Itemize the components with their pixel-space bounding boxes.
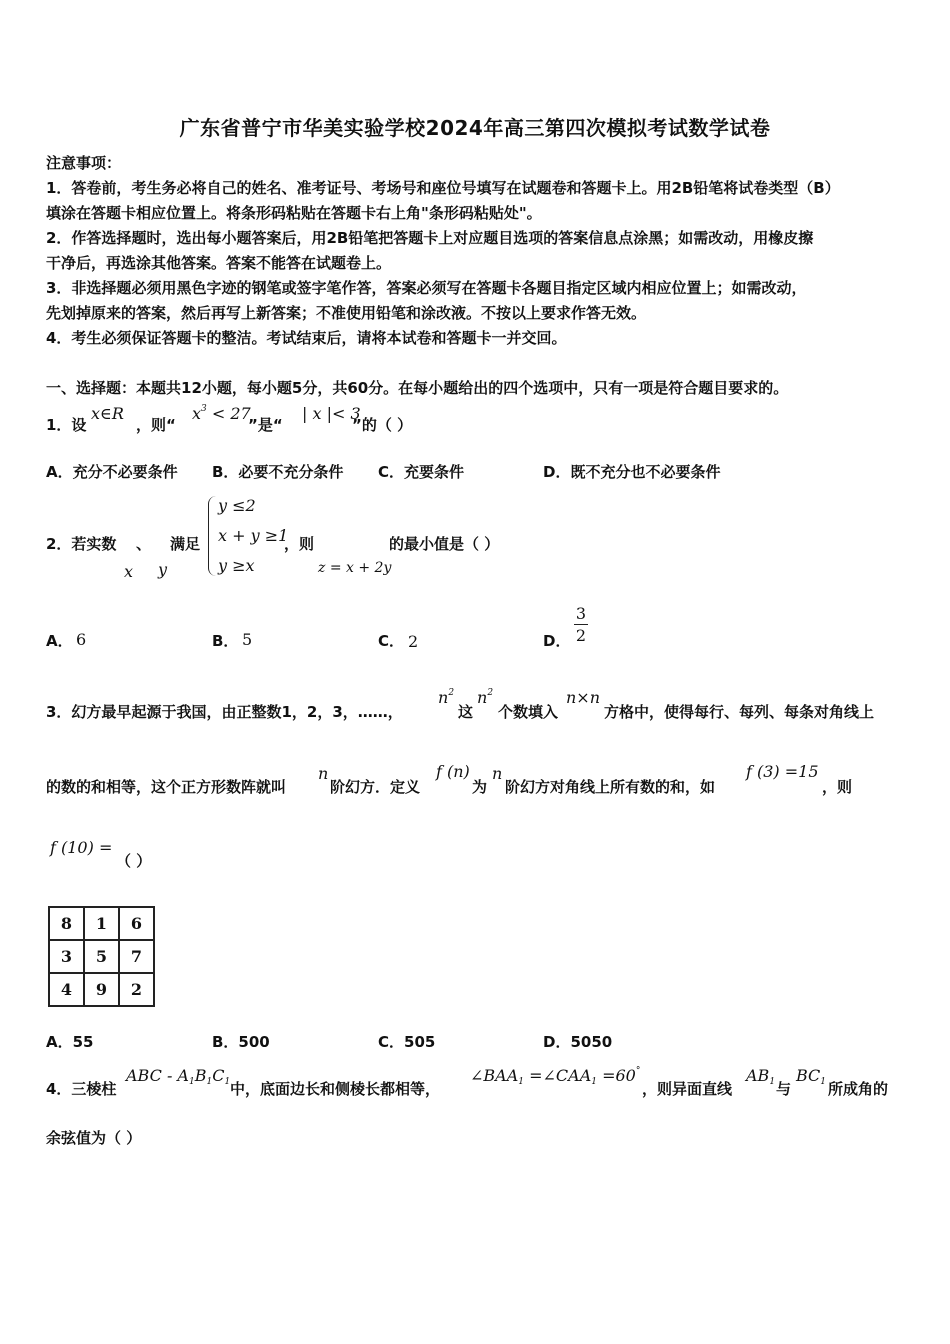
q3-option-a: A．55 — [46, 1033, 94, 1051]
q2-constraint-2: x + y ≥1 — [218, 526, 289, 545]
q4-text-3: 与 — [776, 1080, 792, 1098]
q2-constraint-1: y ≤2 — [218, 496, 256, 515]
q1-text-3: ”的（ ） — [352, 416, 413, 434]
magic-square-cell: 4 — [49, 973, 84, 1006]
magic-square-cell: 6 — [119, 907, 154, 940]
q2-option-b-label: B． — [212, 632, 239, 650]
q4-text-2: ，则异面直线 — [642, 1080, 733, 1098]
q4-line-2: 余弦值为（ ） — [46, 1129, 142, 1147]
q3-line-2-a: 的数的和相等，这个正方形数阵就叫 — [46, 778, 287, 796]
q2-option-c-label: C． — [378, 632, 405, 650]
magic-square-cell: 5 — [84, 940, 119, 973]
magic-square-cell: 3 — [49, 940, 84, 973]
notice-line-7: 4．考生必须保证答题卡的整洁。考试结束后，请将本试卷和答题卡一并交回。 — [46, 329, 567, 347]
q3-option-d: D．5050 — [543, 1033, 613, 1051]
q1-math-cube: $x^3 < 27$ — [192, 404, 251, 423]
q2-objective: z = x + 2y — [318, 560, 392, 576]
q3-line-2-e: ，则 — [822, 778, 853, 796]
q4-prism: ABC - A1B1C1 — [126, 1066, 231, 1087]
q1-option-b: B．必要不充分条件 — [212, 463, 344, 481]
exam-title: 广东省普宁市华美实验学校2024年高三第四次模拟考试数学试卷 — [179, 116, 771, 140]
q2-text-2: ，则 — [284, 535, 315, 553]
q1-text-1: ，则“ — [136, 416, 176, 434]
q3-n-order: n — [492, 764, 503, 783]
q3-f-of-n: f (n) — [436, 762, 470, 781]
q1-option-a: A．充分不必要条件 — [46, 463, 178, 481]
q1-prefix: 1．设 — [46, 416, 87, 434]
q1-option-d: D．既不充分也不必要条件 — [543, 463, 721, 481]
q1-math-x-in-r: x∈R — [91, 404, 124, 423]
q3-line-1-suffix: 方格中，使得每行、每列、每条对角线上 — [604, 703, 875, 721]
q3-line-2-d: 阶幻方对角线上所有数的和，如 — [505, 778, 716, 796]
q2-var-x: x — [124, 562, 134, 581]
notice-line-4: 干净后，再选涂其他答案。答案不能答在试题卷上。 — [46, 254, 392, 272]
notice-line-1: 1．答卷前，考生务必将自己的姓名、准考证号、考场号和座位号填写在试题卷和答题卡上。用2B铅笔将试卷类型（B） — [46, 179, 840, 197]
q3-line-1-prefix: 3．幻方最早起源于我国，由正整数1，2，3，……， — [46, 703, 403, 721]
q2-separator: 、 — [136, 535, 152, 553]
notice-line-3: 2．作答选择题时，选出每小题答案后，用2B铅笔把答题卡上对应题目选项的答案信息点涂黑；如需改动，用橡皮擦 — [46, 229, 814, 247]
q3-n-by-n: n×n — [566, 688, 601, 707]
magic-square-cell: 8 — [49, 907, 84, 940]
q2-constraint-3: y ≥x — [218, 556, 255, 575]
q3-n: n — [318, 764, 329, 783]
q1-math-abs: | x |< 3 — [302, 404, 361, 423]
q2-option-b-value: 5 — [242, 630, 253, 649]
q2-var-y: y — [158, 560, 168, 579]
q3-n-squared-1: $n^2$ — [438, 688, 455, 707]
q4-prefix: 4．三棱柱 — [46, 1080, 117, 1098]
q2-option-a-value: 6 — [76, 630, 87, 649]
q3-text-this: 这 — [458, 703, 474, 721]
q4-angle-condition: ∠BAA1 =∠CAA1 =60° — [470, 1066, 641, 1087]
q2-constraint-brace — [208, 496, 217, 576]
q3-f10: f (10) = — [50, 838, 113, 857]
q4-line-ab1: AB1 — [746, 1066, 776, 1087]
magic-square-cell: 1 — [84, 907, 119, 940]
magic-square-cell: 9 — [84, 973, 119, 1006]
notice-heading: 注意事项： — [46, 154, 122, 172]
q2-option-d-fraction: 3 2 — [575, 604, 587, 645]
section-heading: 一、选择题：本题共12小题，每小题5分，共60分。在每小题给出的四个选项中，只有一项是符合题目要求的。 — [46, 379, 789, 397]
magic-square-cell: 7 — [119, 940, 154, 973]
q3-paren: （ ） — [116, 852, 152, 870]
q3-option-b: B．500 — [212, 1033, 270, 1051]
q2-prefix: 2．若实数 — [46, 535, 117, 553]
q3-line-2-c: 为 — [472, 778, 488, 796]
notice-line-5: 3．非选择题必须用黑色字迹的钢笔或签字笔作答，答案必须写在答题卡各题目指定区域内相应位置上；如需改动， — [46, 279, 807, 297]
q3-n-squared-2: $n^2$ — [477, 688, 494, 707]
q4-text-1: 中，底面边长和侧棱长都相等， — [230, 1080, 441, 1098]
notice-line-2: 填涂在答题卡相应位置上。将条形码粘贴在答题卡右上角"条形码粘贴处"。 — [46, 204, 542, 222]
magic-square-cell: 2 — [119, 973, 154, 1006]
q1-option-c: C．充要条件 — [378, 463, 465, 481]
notice-line-6: 先划掉原来的答案，然后再写上新答案；不准使用铅笔和涂改液。不按以上要求作答无效。 — [46, 304, 647, 322]
q3-f3-example: f (3) =15 — [746, 762, 819, 781]
q1-text-2: ”是“ — [248, 416, 283, 434]
q3-option-c: C．505 — [378, 1033, 436, 1051]
q2-text-1: 满足 — [170, 535, 201, 553]
q2-option-c-value: 2 — [408, 632, 419, 651]
magic-square-grid — [48, 906, 155, 1007]
q4-line-bc1: BC1 — [796, 1066, 827, 1087]
q4-text-4: 所成角的 — [828, 1080, 889, 1098]
q2-option-d-label: D． — [543, 632, 571, 650]
q3-line-2-b: 阶幻方．定义 — [330, 778, 421, 796]
q3-text-fill: 个数填入 — [498, 703, 559, 721]
q2-text-3: 的最小值是（ ） — [389, 535, 500, 553]
q2-option-a-label: A． — [46, 632, 73, 650]
